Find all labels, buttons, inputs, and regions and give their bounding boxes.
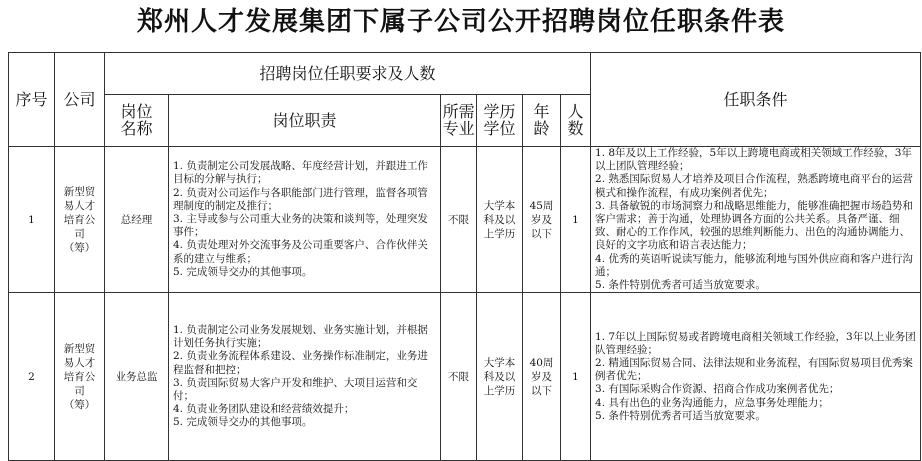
row-education: 大学本科及以上学历 [483, 199, 516, 240]
row-age-cell [523, 293, 561, 461]
row-post: 业务总监 [105, 293, 169, 461]
header-post-name: 岗位名称 [120, 102, 153, 138]
document-title: 郑州人才发展集团下属子公司公开招聘岗位任职条件表 [136, 7, 785, 37]
row-age: 40周岁及以下 [529, 356, 554, 397]
row-company-cell [55, 147, 105, 293]
header-age-cell [523, 95, 561, 147]
row-age-cell [523, 147, 561, 293]
row-company: 新型贸易人才培育公司（筹） [63, 185, 96, 254]
row-major: 不限 [441, 147, 477, 293]
header-duties: 岗位职责 [169, 95, 441, 147]
row-age: 45周岁及以下 [529, 199, 554, 240]
row-company: 新型贸易人才培育公司（筹） [63, 342, 96, 411]
table-row [9, 147, 921, 293]
header-post-name-cell [105, 95, 169, 147]
header-age: 年龄 [533, 102, 550, 138]
row-seq: 1 [9, 147, 55, 293]
row-education-cell [477, 293, 523, 461]
row-count: 1 [561, 293, 591, 461]
row-education: 大学本科及以上学历 [483, 356, 516, 397]
row-company-cell [55, 293, 105, 461]
table-row [9, 293, 921, 461]
header-major-cell [441, 95, 477, 147]
row-duties: 1. 负责制定公司发展战略、年度经营计划，并跟进工作目标的分解与执行； 2. 负责对公司运作与各职能部门进行管理，监督各项管理制度的制定及推行； 3. 主导或参与公司重大业务的决策和谈判等，处理突发事件； 4. 负责处理对外交流事务及公司重要客户、合作伙伴关系的建立与维系； 5. 完成领导交办的其他事项。 [169, 147, 441, 293]
header-requirements-group: 招聘岗位任职要求及人数 [105, 53, 591, 95]
row-count: 1 [561, 147, 591, 293]
row-post: 总经理 [105, 147, 169, 293]
requirements-table [8, 52, 921, 461]
row-conditions: 1. 8年及以上工作经验，5年以上跨境电商或相关领域工作经验，3年以上团队管理经验； 2. 熟悉国际贸易人才培养及项目合作流程，熟悉跨境电商平台的运营模式和操作流程，有成功案例者优先； 3. 具备敏锐的市场洞察力和战略思维能力，能够准确把握市场趋势和客户需求；善于沟通，处理协调各方面的公共关系。具备严谨、细致、耐心的工作作风，较强的思维判断能力、出色的沟通协调能力、良好的文字功底和语言表达能力； 4. 优秀的英语听说读写能力，能够流利地与国外供应商和客户进行沟通； 5. 条件特别优秀者可适当放宽要求。 [591, 147, 921, 293]
row-seq: 2 [9, 293, 55, 461]
header-company: 公司 [55, 53, 105, 147]
row-conditions: 1. 7年以上国际贸易或者跨境电商相关领域工作经验，3年以上业务团队管理经验； 2. 精通国际贸易合同、法律法规和业务流程，有国际贸易项目优秀案例者优先； 3. 有国际采购合作资源、招商合作成功案例者优先； 4. 具有出色的业务沟通能力，应急事务处理能力； 5. 条件特别优秀者可适当放宽要求。 [591, 293, 921, 461]
header-conditions: 任职条件 [591, 53, 921, 147]
header-count-cell [561, 95, 591, 147]
row-major: 不限 [441, 293, 477, 461]
header-seq: 序号 [9, 53, 55, 147]
header-major: 所需专业 [442, 102, 475, 138]
header-education-cell [477, 95, 523, 147]
row-duties: 1. 负责制定公司业务发展规划、业务实施计划，并根据计划任务执行实施； 2. 负责业务流程体系建设、业务操作标准制定，业务进程监督和把控； 3. 负责国际贸易大客户开发和维护、大项目运营和交付； 4. 负责业务团队建设和经营绩效提升； 5. 完成领导交办的其他事项。 [169, 293, 441, 461]
row-education-cell [477, 147, 523, 293]
header-education: 学历学位 [483, 102, 516, 138]
header-count: 人数 [567, 102, 584, 138]
